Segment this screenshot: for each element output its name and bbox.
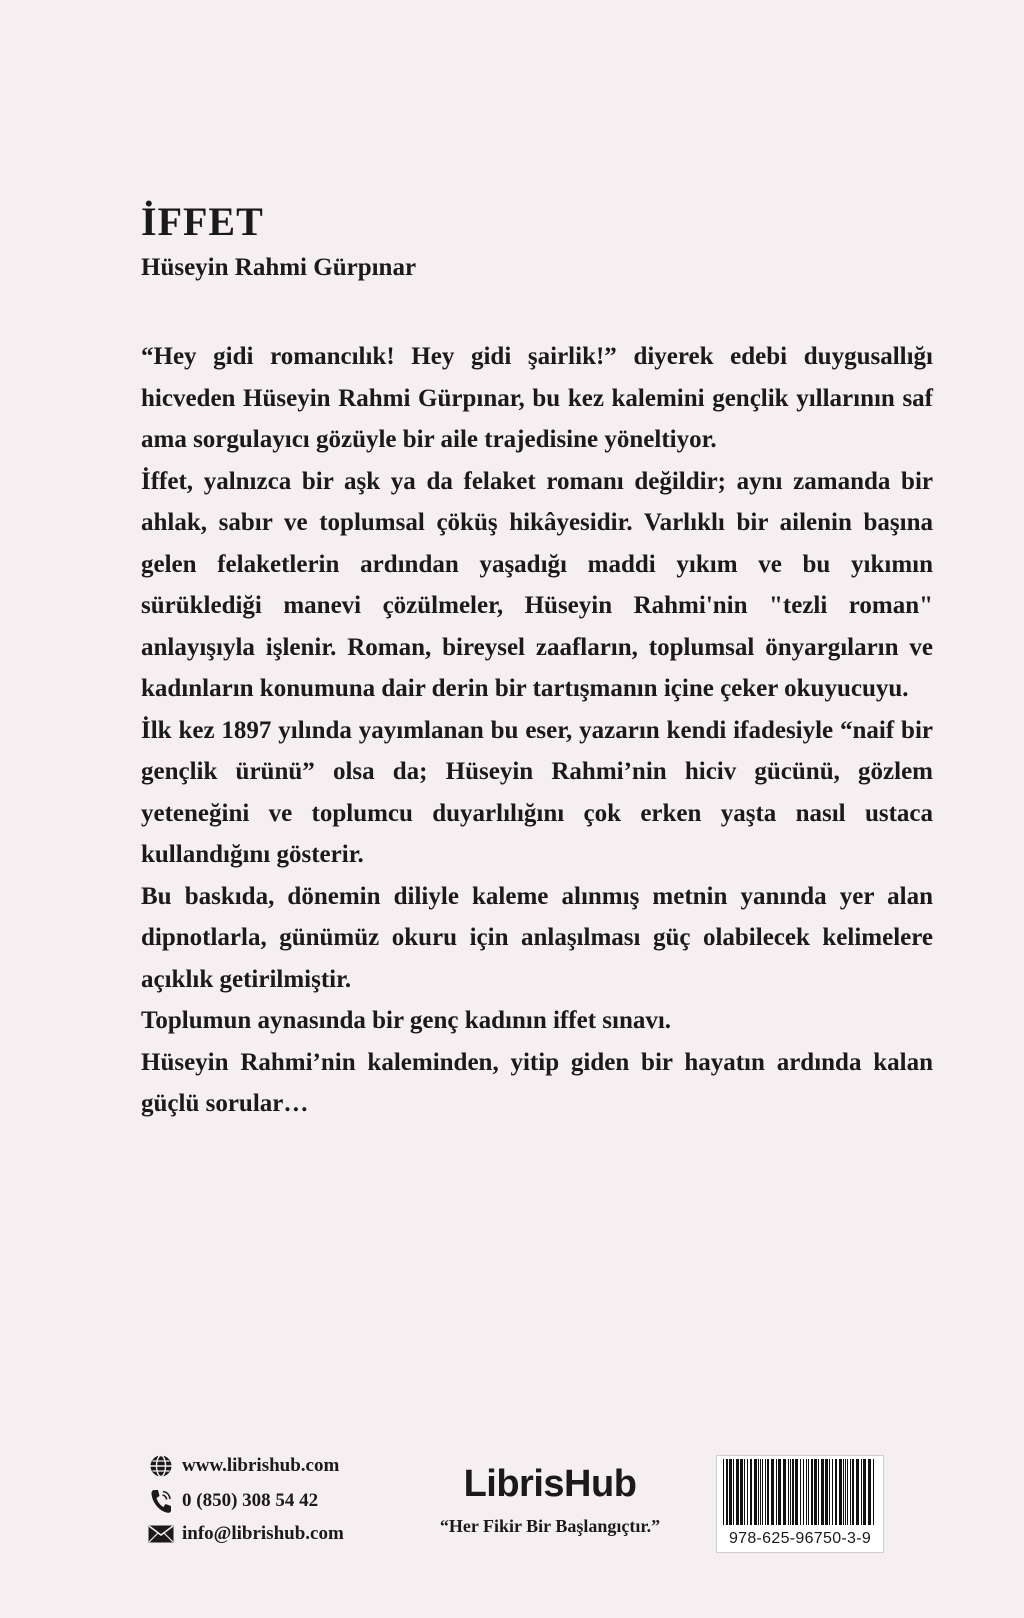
website-row[interactable] [148,1454,388,1478]
barcode-bar [845,1459,846,1525]
blurb [141,336,933,1125]
barcode-bar [829,1459,830,1525]
publisher-logo: LibrisHub [463,1463,637,1505]
blurb-paragraph: “Hey gidi romancılık! Hey gidi şairlik!” diyerek edebi duygusallığı hicveden Hüseyin Rahmi Gürpınar, bu kez kalemini gençlik yıllarının saf ama sorgulayıcı gözüyle bir aile trajedisine yöneltiyor. [141,343,933,453]
back-cover-text [141,198,933,1125]
email-address[interactable]: info@librishub.com [182,1523,344,1544]
barcode-bar [765,1459,766,1525]
barcode-bar [762,1459,763,1525]
barcode-bar [856,1459,859,1525]
barcode-bar [832,1459,833,1525]
barcode-bar [750,1459,752,1525]
barcode-bar [729,1459,732,1525]
book-title: İFFET [141,199,264,244]
barcode-bar [778,1459,781,1525]
book-author: Hüseyin Rahmi Gürpınar [141,254,417,281]
barcode-bar [726,1459,728,1525]
barcode-bar [806,1459,807,1525]
phone-row[interactable] [148,1489,388,1513]
barcode-bar [850,1459,851,1525]
blurb-paragraph: Toplumun aynasında bir genç kadının iffet sınavı. [141,1007,672,1034]
barcode-bar [723,1459,724,1525]
barcode-bar [847,1459,848,1525]
publisher-brand [400,1462,700,1537]
barcode-bar [767,1459,769,1525]
barcode-bar [818,1459,819,1525]
barcode-bar [771,1459,774,1525]
barcode-bar [790,1459,791,1525]
globe-icon [148,1454,174,1478]
isbn-number: 978-625-96750-3-9 [728,1530,872,1547]
barcode-bar [825,1459,828,1525]
barcode-bar [868,1459,871,1525]
barcode-bar [873,1459,874,1525]
isbn-barcode [716,1455,884,1553]
barcode-bar [736,1459,739,1525]
barcode-bar [843,1459,844,1525]
barcode-bar [808,1459,809,1525]
barcode-bar [792,1459,794,1525]
blurb-paragraph: Bu baskıda, dönemin diliyle kaleme alınmış metnin yanında yer alan dipnotlarla, günümüz okuru için anlaşılması güç olabilecek kelimelere açıklık getirilmiştir. [141,882,933,993]
blurb-paragraph: Hüseyin Rahmi’nin kaleminden, yitip giden bir hayatın ardında kalan güçlü sorular… [141,1048,933,1117]
barcode-bar [783,1459,786,1525]
barcode-bar [776,1459,777,1525]
blurb-paragraph: İlk kez 1897 yılında yayımlanan bu eser, yazarın kendi ifadesiyle “naif bir gençlik ürünü” olsa da; Hüseyin Rahmi’nin hiciv gücünü, gözlem yeteneğini ve toplumcu duyarlılığını çok erken yaşta nasıl ustaca kullandığını gösterir. [141,716,933,868]
barcode-bar [747,1459,748,1525]
barcode-bar [852,1459,854,1525]
publisher-slogan: “Her Fikir Bir Başlangıçtır.” [439,1516,661,1536]
barcode-bar [740,1459,743,1525]
barcode-bar [835,1459,837,1525]
website-link[interactable]: www.librishub.com [182,1455,340,1476]
barcode-bar [814,1459,817,1525]
publisher-contacts [148,1454,388,1557]
barcode-bar [795,1459,798,1525]
barcode-bar [800,1459,801,1525]
barcode-bar [839,1459,842,1525]
envelope-icon [148,1522,174,1546]
barcode-bar [821,1459,824,1525]
barcode-bar [811,1459,813,1525]
barcode-bar [733,1459,734,1525]
barcode-bars [721,1459,879,1525]
email-row[interactable] [148,1522,388,1546]
barcode-bar [861,1459,862,1525]
phone-icon [148,1489,174,1513]
barcode-bar [754,1459,757,1525]
barcode-bar [758,1459,759,1525]
barcode-bar [788,1459,789,1525]
barcode-bar [760,1459,761,1525]
phone-number[interactable]: 0 (850) 308 54 42 [182,1490,319,1511]
barcode-bar [803,1459,804,1525]
barcode-bar [863,1459,866,1525]
barcode-bar [744,1459,745,1525]
blurb-paragraph: İffet, yalnızca bir aşk ya da felaket romanı değildir; aynı zamanda bir ahlak, sabır ve toplumsal çöküş hikâyesidir. Varlıklı bir ailenin başına gelen felaketlerin ardından yaşadığı maddi yıkım ve bu yıkımın sürüklediği manevi çözülmeler, Hüseyin Rahmi'nin "tezli roman" anlayışıyla işlenir. Roman, bireysel zaafların, toplumsal önyargıların ve kadınların konumuna dair derin bir tartışmanın içine çeker okuyucuyu. [141,467,933,702]
